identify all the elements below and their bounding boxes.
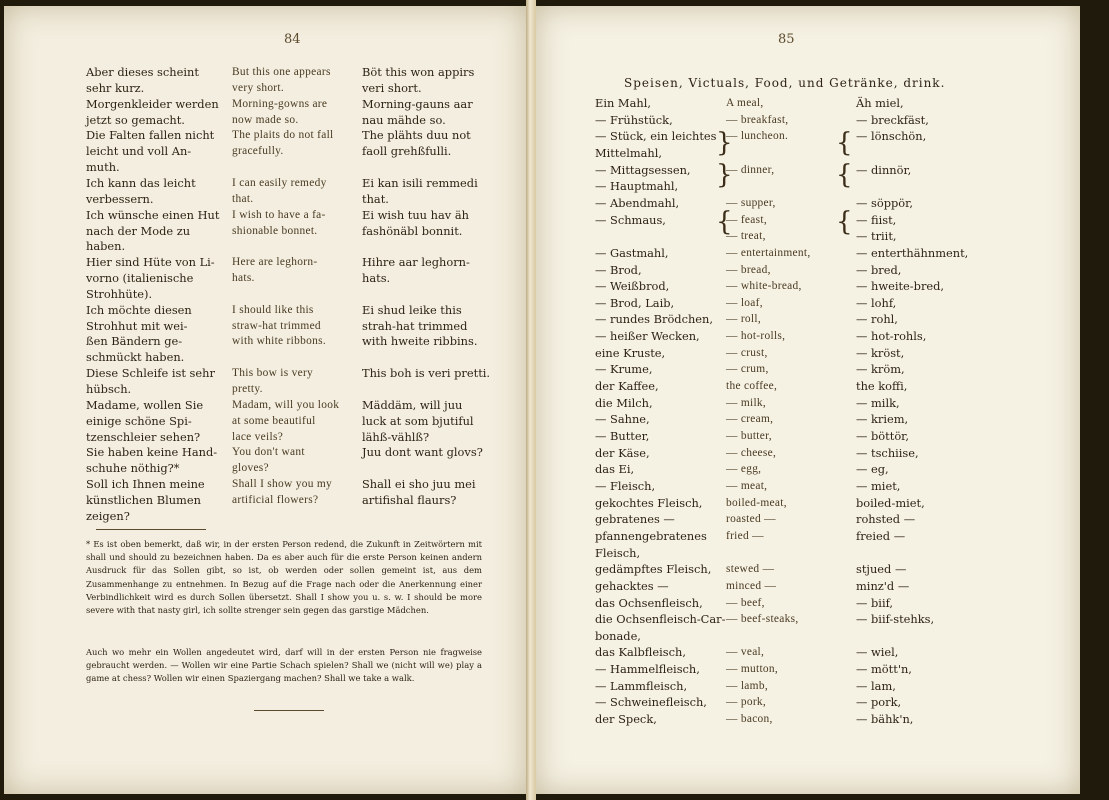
line-english: I can easily remedy: [232, 176, 327, 189]
vocab-english: — roll,: [726, 313, 762, 326]
line-german: hübsch.: [86, 382, 132, 396]
vocab-german: — Butter,: [595, 429, 650, 443]
vocab-german: — Hammelfleisch,: [595, 662, 700, 677]
vocab-german: Mittelmahl,: [595, 145, 663, 160]
line-pronunciation: with hweite ribbins.: [362, 334, 478, 349]
vocab-pronunciation: — lohf,: [856, 295, 897, 310]
vocab-pronunciation: minz'd —: [856, 578, 910, 593]
vocab-german: — Gastmahl,: [595, 245, 669, 260]
vocab-german: eine Kruste,: [595, 345, 666, 360]
line-english: Morning-gowns are: [232, 97, 328, 110]
footnote-end-rule: [254, 710, 324, 711]
vocab-german: bonade,: [595, 628, 641, 643]
vocab-german: — Schmaus,: [595, 212, 666, 227]
line-english: pretty.: [232, 383, 263, 395]
vocab-pronunciation: — pork,: [856, 695, 902, 710]
page-number-left: 84: [284, 32, 301, 47]
line-pronunciation: Ei wish tuu hav äh: [362, 207, 469, 222]
vocab-german: die Ochsenfleisch-Car-: [595, 612, 726, 627]
line-german: einige schöne Spi-: [86, 413, 192, 428]
line-english: This bow is very: [232, 367, 314, 380]
vocab-pronunciation: — bred,: [856, 262, 902, 277]
vocab-pronunciation: — triit,: [856, 229, 897, 244]
vocab-german: gekochtes Fleisch,: [595, 495, 703, 510]
line-pronunciation: Ei kan isili remmedi: [362, 175, 478, 190]
vocab-german: — Stück, ein leichtes: [595, 129, 717, 144]
line-pronunciation: hats.: [362, 271, 391, 286]
line-english: with white ribbons.: [232, 335, 326, 348]
line-english: that.: [232, 192, 254, 205]
vocab-german: — Brod, Laib,: [595, 295, 675, 310]
line-english: shionable bonnet.: [232, 224, 318, 237]
vocab-english: — white-bread,: [726, 280, 802, 293]
vocab-pronunciation: rohsted —: [856, 512, 916, 527]
footnote-rule: [96, 529, 206, 530]
line-english: lace veils?: [232, 430, 284, 443]
vocab-english: — veal,: [726, 646, 765, 659]
line-pronunciation: Hihre aar leghorn-: [362, 255, 470, 270]
vocab-german: das Ochsenfleisch,: [595, 595, 703, 610]
vocab-pronunciation: — dinnör,: [856, 162, 912, 177]
vocab-english: — crum,: [726, 363, 769, 376]
line-german: haben.: [86, 239, 126, 254]
vocab-german: der Käse,: [595, 445, 650, 460]
line-german: Aber dieses scheint: [86, 65, 199, 79]
line-german: künstlichen Blumen: [86, 492, 201, 507]
vocab-pronunciation: freied —: [856, 528, 906, 543]
line-german: sehr kurz.: [86, 80, 145, 95]
line-pronunciation: Ei shud leike this: [362, 302, 462, 317]
line-german: Morgenkleider werden: [86, 96, 219, 111]
line-german: verbessern.: [86, 191, 154, 206]
footnote-paragraph-1: * Es ist oben bemerkt, daß wir, in der ersten Person redend, die Zukunft in Zeitwörtern mit shall und should zu bezeichnen haben. Da es aber auch für die erste Person keinen andern Ausdruck für das Sollen gibt, so ist, ob werden oder sollen gemeint ist, aus dem Zusammenhange zu entnehmen. In Bezug auf die Frage nach oder die Anerkennung einer Verbindlichkeit wird es durch Sollen übersetzt. Shall I show you u. s. w. I should be more severe with that nasty girl, ich sollte strenger sein gegen das garstige Mädchen.: [86, 539, 482, 616]
vocab-english: minced —: [726, 579, 777, 592]
vocab-german: — Brod,: [595, 262, 642, 277]
vocab-pronunciation: — lönschön,: [856, 129, 927, 144]
vocab-english: — meat,: [726, 479, 768, 492]
line-pronunciation: veri short.: [362, 80, 422, 95]
vocab-german: Ein Mahl,: [595, 96, 651, 110]
line-english: You don't want: [232, 446, 305, 459]
vocab-pronunciation: — eg,: [856, 462, 889, 477]
vocab-german: der Speck,: [595, 712, 657, 727]
line-german: Die Falten fallen nicht: [86, 128, 215, 143]
line-english: at some beautiful: [232, 414, 316, 427]
vocab-german: gebratenes —: [595, 512, 675, 527]
vocab-pronunciation: — biif-stehks,: [856, 612, 935, 627]
vocab-pronunciation: — böttör,: [856, 429, 909, 443]
vocab-english: — cheese,: [726, 446, 777, 459]
vocab-english: — milk,: [726, 396, 767, 409]
vocab-english: fried —: [726, 529, 764, 542]
line-german: Hier sind Hüte von Li-: [86, 255, 215, 270]
vocab-pronunciation: — wiel,: [856, 645, 899, 660]
line-german: Sie haben keine Hand-: [86, 445, 218, 460]
vocab-english: — supper,: [726, 196, 776, 209]
vocab-pronunciation: — biif,: [856, 595, 894, 610]
line-english: Here are leghorn-: [232, 256, 318, 269]
vocab-german: — Fleisch,: [595, 478, 656, 493]
vocab-english: roasted —: [726, 513, 776, 526]
vocab-pronunciation: the koffi,: [856, 379, 908, 394]
vocab-pronunciation: — enterthähnment,: [856, 245, 969, 260]
section-heading: Speisen, Victuals, Food, und Getränke, drink.: [624, 76, 946, 90]
vocab-english: the coffee,: [726, 380, 778, 393]
vocab-german: — Abendmahl,: [595, 195, 680, 210]
vocab-pronunciation: boiled-miet,: [856, 495, 925, 510]
vocab-english: — bacon,: [726, 713, 773, 726]
line-english: very short.: [232, 81, 285, 94]
vocab-english: — loaf,: [726, 296, 763, 309]
book-gutter: [526, 0, 536, 800]
line-german: nach der Mode zu: [86, 223, 191, 238]
line-german: ßen Bändern ge-: [86, 334, 183, 349]
line-pronunciation: nau mähde so.: [362, 112, 446, 127]
line-german: Strohhut mit wei-: [86, 318, 188, 333]
vocab-english: stewed —: [726, 563, 775, 576]
vocab-pronunciation: — hot-rohls,: [856, 329, 927, 344]
vocab-pronunciation: — kröst,: [856, 345, 905, 360]
brace-feast-left: {: [716, 207, 733, 237]
line-german: jetzt so gemacht.: [86, 112, 185, 127]
line-german: Madame, wollen Sie: [86, 397, 204, 412]
vocab-pronunciation: stjued —: [856, 562, 907, 577]
vocab-english: — treat,: [726, 230, 766, 243]
line-english: Shall I show you my: [232, 478, 332, 491]
vocab-pronunciation: Äh miel,: [856, 96, 904, 110]
vocab-german: — Hauptmahl,: [595, 179, 679, 194]
vocab-english: — cream,: [726, 413, 774, 426]
vocab-pronunciation: — hweite-bred,: [856, 279, 945, 294]
line-pronunciation: strah-hat trimmed: [362, 318, 468, 333]
line-german: schmückt haben.: [86, 350, 185, 365]
left-page: [4, 6, 526, 794]
vocab-english: — feast,: [726, 213, 767, 226]
vocab-english: — crust,: [726, 346, 768, 359]
vocab-english: — butter,: [726, 430, 772, 442]
line-pronunciation: faoll grehßfulli.: [362, 144, 452, 159]
vocab-german: pfannengebratenes: [595, 528, 707, 543]
line-german: schuhe nöthig?*: [86, 461, 180, 476]
footnote-paragraph-2: Auch wo mehr ein Wollen angedeutet wird, darf will in der ersten Person nie fragweise gebraucht werden. — Wollen wir eine Partie Schach spielen? Shall we (nicht will we) play a game at chess? Wollen wir einen Spaziergang machen? Shall we take a walk.: [86, 647, 482, 684]
line-german: Ich möchte diesen: [86, 302, 192, 317]
vocab-pronunciation: — fiist,: [856, 212, 897, 227]
line-pronunciation: Juu dont want glovs?: [362, 445, 483, 460]
vocab-pronunciation: — tschiise,: [856, 445, 919, 460]
line-german: Ich kann das leicht: [86, 175, 196, 190]
vocab-english: — breakfast,: [726, 113, 789, 126]
vocab-german: — Lammfleisch,: [595, 678, 688, 693]
vocab-english: — lamb,: [726, 679, 768, 692]
line-german: zeigen?: [86, 508, 130, 523]
line-pronunciation: Morning-gauns aar: [362, 96, 473, 111]
line-german: leicht und voll An-: [86, 144, 192, 159]
vocab-german: — Mittagsessen,: [595, 162, 691, 177]
vocab-pronunciation: — bähk'n,: [856, 712, 914, 727]
vocab-pronunciation: — kröm,: [856, 362, 905, 377]
line-pronunciation: artifishal flaurs?: [362, 492, 457, 507]
line-pronunciation: that.: [362, 191, 389, 206]
vocab-german: — heißer Wecken,: [595, 329, 700, 344]
vocab-german: — Frühstück,: [595, 112, 673, 127]
vocab-pronunciation: — rohl,: [856, 312, 898, 327]
vocab-german: das Ei,: [595, 462, 635, 477]
brace-luncheon-right: {: [836, 128, 853, 158]
line-english: artificial flowers?: [232, 493, 319, 506]
vocab-pronunciation: — söppör,: [856, 195, 913, 210]
line-pronunciation: lähß-vählß?: [362, 429, 430, 444]
line-german: Strohhüte).: [86, 286, 153, 301]
brace-dinner-right: {: [836, 160, 853, 190]
line-german: Diese Schleife ist sehr: [86, 366, 215, 381]
line-german: vorno (italienische: [86, 271, 194, 286]
line-pronunciation: The plähts duu not: [362, 128, 471, 143]
vocab-english: — entertainment,: [726, 246, 811, 259]
vocab-german: — Schweinefleisch,: [595, 695, 707, 710]
line-english: straw-hat trimmed: [232, 319, 321, 332]
vocab-english: — beef-steaks,: [726, 613, 799, 626]
line-pronunciation: fashönäbl bonnit.: [362, 223, 463, 238]
line-pronunciation: luck at som bjutiful: [362, 413, 474, 428]
vocab-english: — hot-rolls,: [726, 330, 786, 343]
line-english: gloves?: [232, 462, 269, 475]
vocab-german: der Kaffee,: [595, 379, 659, 394]
right-page: [536, 6, 1080, 794]
vocab-german: die Milch,: [595, 395, 653, 410]
vocab-pronunciation: — miet,: [856, 478, 901, 493]
vocab-english: — bread,: [726, 263, 771, 276]
vocab-german: gedämpftes Fleisch,: [595, 562, 712, 577]
brace-feast-right: {: [836, 207, 853, 237]
vocab-pronunciation: — breckfäst,: [856, 112, 929, 127]
vocab-german: — Sahne,: [595, 412, 650, 427]
line-german: Soll ich Ihnen meine: [86, 477, 205, 492]
vocab-pronunciation: — mött'n,: [856, 662, 912, 677]
vocab-german: — Weißbrod,: [595, 279, 670, 294]
vocab-english: A meal,: [726, 97, 764, 109]
vocab-english: boiled-meat,: [726, 496, 787, 509]
vocab-english: — egg,: [726, 463, 762, 476]
vocab-english: — beef,: [726, 596, 765, 609]
line-english: I wish to have a fa-: [232, 208, 326, 221]
vocab-pronunciation: — lam,: [856, 678, 896, 693]
line-pronunciation: Mäddäm, will juu: [362, 397, 463, 412]
line-german: Ich wünsche einen Hut: [86, 207, 220, 222]
brace-luncheon-left: }: [716, 128, 733, 158]
line-pronunciation: Böt this won appirs: [362, 65, 475, 79]
brace-dinner-left: }: [716, 160, 733, 190]
vocab-english: — dinner,: [726, 163, 775, 176]
vocab-english: — luncheon.: [726, 130, 789, 143]
line-english: But this one appears: [232, 66, 331, 78]
line-german: tzenschleier sehen?: [86, 429, 201, 444]
line-english: now made so.: [232, 113, 299, 126]
line-german: muth.: [86, 160, 120, 175]
vocab-german: gehacktes —: [595, 578, 669, 593]
vocab-german: — Krume,: [595, 362, 653, 377]
vocab-pronunciation: — kriem,: [856, 412, 909, 427]
line-english: hats.: [232, 272, 255, 285]
vocab-pronunciation: — milk,: [856, 395, 900, 410]
line-english: gracefully.: [232, 145, 284, 158]
vocab-german: — rundes Brödchen,: [595, 312, 714, 327]
line-pronunciation: This boh is veri pretti.: [362, 366, 491, 381]
vocab-english: — pork,: [726, 696, 767, 709]
line-english: I should like this: [232, 303, 314, 316]
vocab-german: Fleisch,: [595, 545, 641, 560]
line-english: The plaits do not fall: [232, 129, 334, 142]
page-number-right: 85: [778, 32, 795, 47]
vocab-english: — mutton,: [726, 663, 779, 676]
line-english: Madam, will you look: [232, 398, 340, 411]
vocab-german: das Kalbfleisch,: [595, 645, 686, 660]
line-pronunciation: Shall ei sho juu mei: [362, 477, 476, 492]
